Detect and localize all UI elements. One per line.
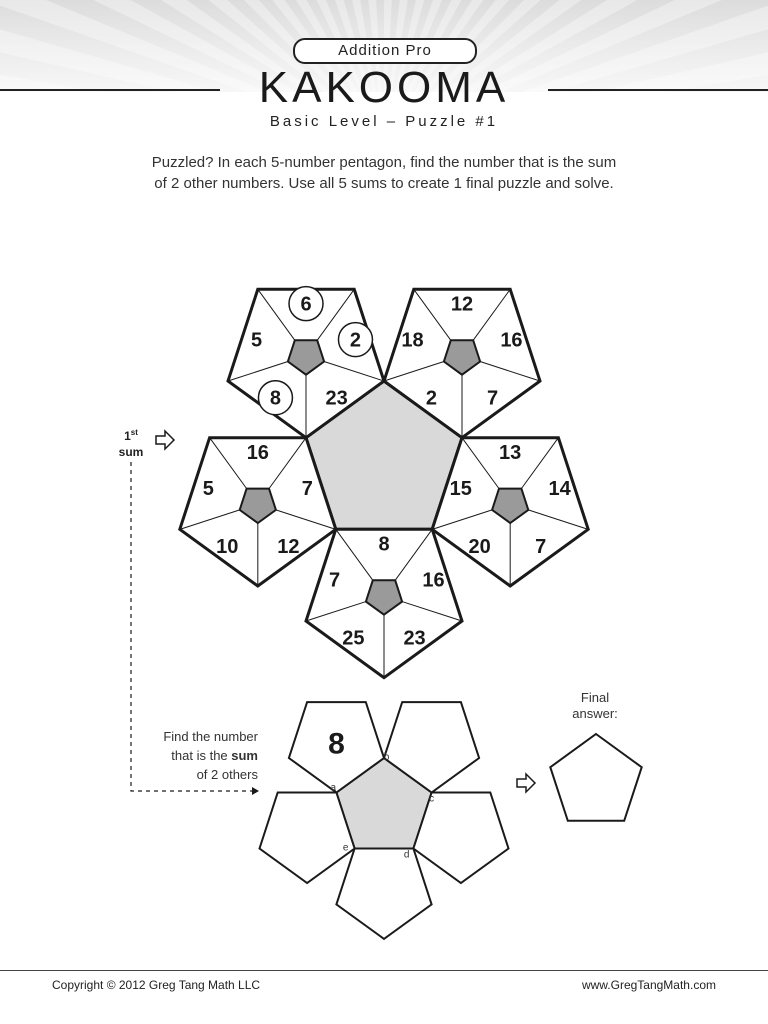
final-answer-line-1: Final — [580, 690, 610, 705]
pentagon-number: 5 — [202, 477, 214, 500]
instructions-line-2: of 2 other numbers. Use all 5 sums to create 1 final puzzle and solve. — [154, 175, 614, 192]
pentagon-number: 12 — [277, 536, 300, 559]
final-cell-outline[interactable] — [413, 793, 508, 884]
final-answer-line-2: answer: — [572, 706, 618, 721]
first-sum-ordinal: 1 — [124, 429, 131, 443]
pentagon-number: 10 — [216, 536, 239, 559]
pentagon-number: 14 — [548, 477, 571, 500]
final-cell-letter: c — [429, 793, 435, 805]
final-cell-outline[interactable] — [336, 849, 431, 939]
final-answer-pentagon[interactable] — [550, 734, 641, 821]
pentagon-right — [432, 438, 588, 586]
arrow-right-icon — [156, 431, 174, 449]
pentagon-number: 12 — [450, 293, 474, 316]
final-cell-d[interactable] — [336, 849, 431, 939]
pentagon-number: 18 — [401, 329, 424, 352]
arrow-right-icon — [517, 774, 535, 792]
pentagon-number: 16 — [500, 329, 523, 352]
hint-line-1: Find the number — [163, 729, 258, 744]
pentagon-number: 23 — [403, 627, 426, 650]
pentagon-number: 7 — [328, 569, 341, 592]
level-badge: Addition Pro — [293, 38, 477, 64]
puzzle-subtitle: Basic Level – Puzzle #1 — [269, 113, 499, 130]
pentagon-bottom-left — [180, 438, 336, 586]
final-cell-letter: d — [403, 849, 410, 861]
pentagon-number: 16 — [246, 442, 269, 464]
pentagon-number: 20 — [468, 536, 491, 559]
pentagon-number: 23 — [325, 387, 348, 410]
pentagon-number: 8 — [269, 387, 282, 410]
pentagon-number: 16 — [422, 569, 445, 592]
copyright-text: Copyright © 2012 Greg Tang Math LLC — [52, 978, 261, 992]
first-sum-suffix: st — [130, 428, 138, 437]
final-cell-value: 8 — [328, 727, 345, 761]
final-cell-e[interactable] — [260, 793, 355, 884]
hint-line-3: of 2 others — [196, 767, 258, 782]
website-link[interactable]: www.GregTangMath.com — [581, 978, 716, 992]
first-sum-word: sum — [118, 445, 144, 459]
final-cell-outline[interactable] — [260, 793, 355, 884]
pentagon-number: 2 — [349, 329, 362, 352]
pentagon-number: 25 — [342, 627, 365, 650]
pentagon-bottom-right — [306, 529, 462, 677]
pentagon-number: 5 — [250, 329, 263, 352]
pentagon-number: 6 — [300, 293, 312, 316]
final-cell-letter: e — [342, 842, 349, 854]
page-title: KAKOOMA — [258, 63, 510, 112]
pentagon-number: 7 — [535, 536, 547, 559]
pentagon-number: 2 — [425, 387, 437, 410]
final-cell-letter: b — [383, 752, 390, 764]
final-cell-letter: a — [330, 782, 337, 794]
pentagon-number: 15 — [449, 477, 472, 500]
connector-arrowhead — [252, 787, 259, 795]
pentagon-number: 7 — [301, 477, 313, 500]
pentagon-number: 13 — [499, 442, 522, 464]
hint-line-2-bold: sum — [231, 748, 258, 763]
pentagon-number: 7 — [486, 387, 499, 410]
footer-rule — [0, 970, 768, 971]
hint-line-2-prefix: that is the — [171, 748, 232, 763]
instructions-line-1: Puzzled? In each 5-number pentagon, find the number that is the sum — [151, 154, 617, 171]
final-cell-c[interactable] — [413, 793, 508, 884]
pentagon-number: 8 — [378, 533, 390, 556]
